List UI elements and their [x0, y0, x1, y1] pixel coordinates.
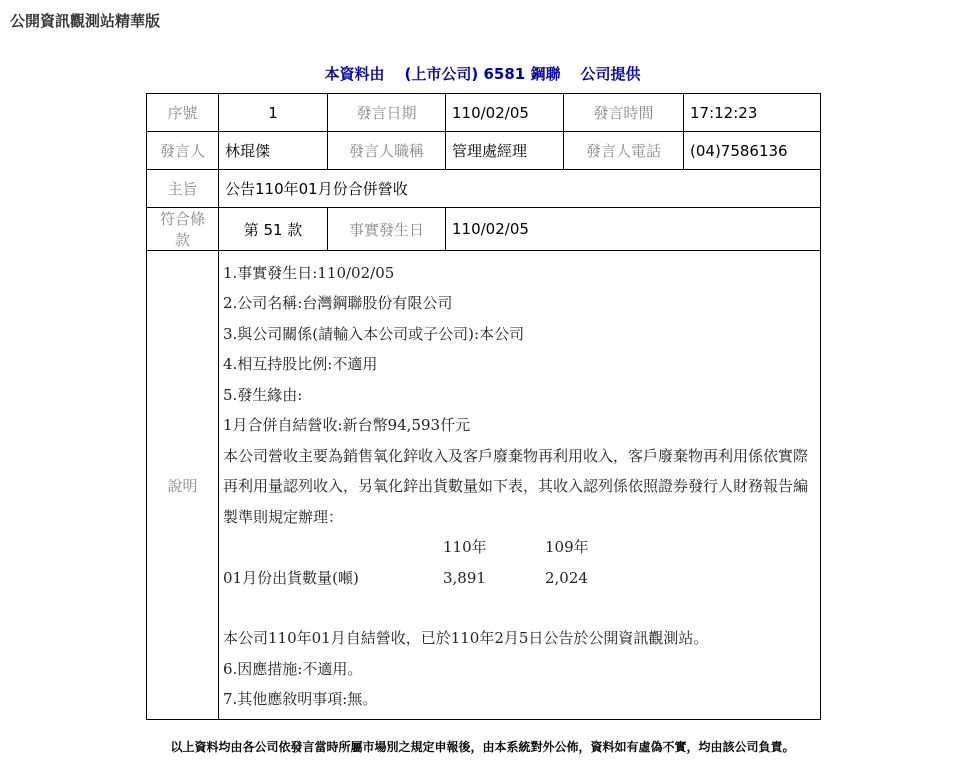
- qty-value-109: 2,024: [545, 568, 588, 587]
- clause-label: 符合條款: [147, 208, 219, 251]
- speaker-label: 發言人: [147, 132, 219, 170]
- speaker-title-label: 發言人職稱: [328, 132, 446, 170]
- desc-line: 2.公司名稱:台灣鋼聯股份有限公司: [223, 294, 453, 312]
- event-date-value: 110/02/05: [446, 208, 821, 251]
- qty-value-row: [223, 563, 816, 594]
- qty-head-109: 109年: [545, 538, 589, 556]
- qty-row-label: 01月份出貨數量(噸): [223, 568, 359, 587]
- provider-suffix: 公司提供: [580, 65, 641, 83]
- provider-prefix: 本資料由: [324, 65, 385, 83]
- time-value: 17:12:23: [684, 94, 821, 132]
- qty-head-110: 110年: [443, 538, 487, 556]
- provider-code: 6581: [483, 65, 526, 83]
- description-label: 說明: [147, 251, 219, 720]
- qty-value-110: 3,891: [443, 568, 486, 587]
- speaker-value: 林琨傑: [219, 132, 328, 170]
- seq-label: 序號: [147, 94, 219, 132]
- subject-label: 主旨: [147, 170, 219, 208]
- clause-value: 第 51 款: [219, 208, 328, 251]
- desc-line: 5.發生緣由:: [223, 385, 303, 404]
- blank-line: [223, 593, 816, 623]
- provider-name: 鋼聯: [530, 65, 561, 83]
- site-title: 公開資訊觀測站精華版: [10, 12, 161, 30]
- footer-disclaimer: 以上資料均由各公司依發言當時所屬市場別之規定申報後，由本系統對外公佈，資料如有虛偽不實，均由該公司負責。: [170, 740, 795, 754]
- desc-line: 1.事實發生日:110/02/05: [223, 263, 395, 282]
- table-row: [147, 170, 821, 208]
- subject-value: 公告110年01月份合併營收: [219, 170, 821, 208]
- phone-value: (04)7586136: [684, 132, 821, 170]
- date-label: 發言日期: [328, 94, 446, 132]
- desc-line: 4.相互持股比例:不適用: [223, 355, 378, 373]
- table-row: [147, 208, 821, 251]
- description-content: [219, 251, 821, 720]
- table-row: [147, 94, 821, 132]
- phone-label: 發言人電話: [564, 132, 684, 170]
- table-row: [147, 132, 821, 170]
- announcement-table: [146, 93, 821, 720]
- time-label: 發言時間: [564, 94, 684, 132]
- date-value: 110/02/05: [446, 94, 564, 132]
- desc-line: 6.因應措施:不適用。: [223, 659, 363, 678]
- provider-market: (上市公司): [404, 65, 479, 83]
- provider-line: [0, 63, 965, 84]
- seq-value: 1: [219, 94, 328, 132]
- desc-line: 3.與公司關係(請輸入本公司或子公司):本公司: [223, 324, 525, 343]
- desc-line: 本公司110年01月自結營收，已於110年2月5日公告於公開資訊觀測站。: [223, 629, 709, 647]
- desc-line: 7.其他應敘明事項:無。: [223, 690, 378, 708]
- event-date-label: 事實發生日: [328, 208, 446, 251]
- desc-line: 1月合併自結營收:新台幣94,593仟元: [223, 416, 471, 434]
- speaker-title-value: 管理處經理: [446, 132, 564, 170]
- qty-header-row: [223, 532, 816, 563]
- desc-paragraph: 本公司營收主要為銷售氧化鋅收入及客戶廢棄物再利用收入，客戶廢棄物再利用係依實際再利用量認列收入，另氧化鋅出貨數量如下表，其收入認列係依照證券發行人財務報告編製準則規定辦理：: [223, 446, 809, 526]
- table-row: [147, 251, 821, 720]
